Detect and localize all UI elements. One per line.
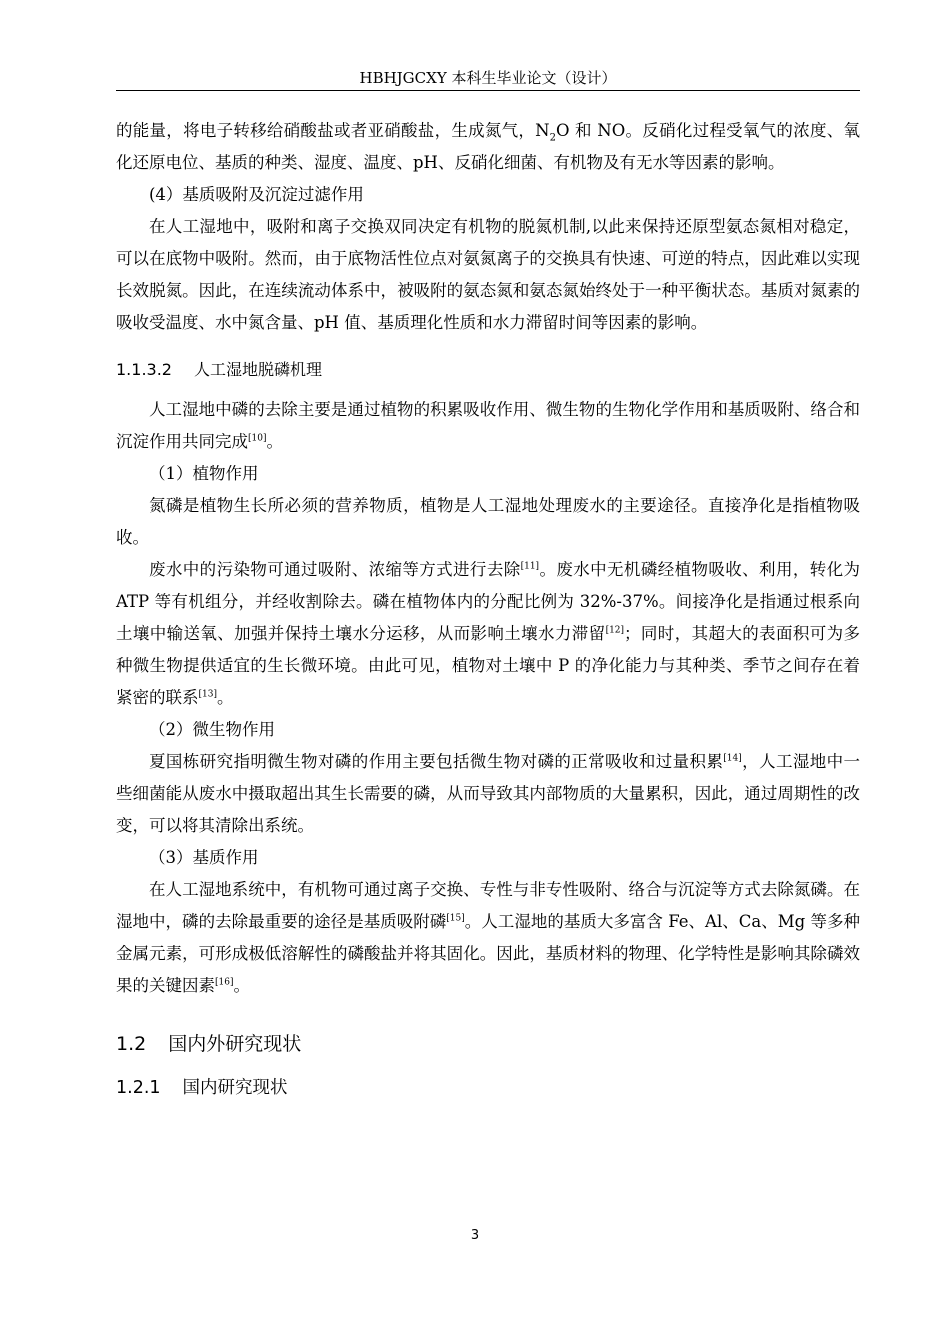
citation: [14] <box>723 753 742 764</box>
section-heading-1-2-1: 1.2.1 国内研究现状 <box>116 1078 288 1098</box>
citation: [12] <box>605 625 625 636</box>
paragraph-adsorption: 在人工湿地中，吸附和离子交换双同决定有机物的脱氮机制,以此来保持还原型氨态氮相对稳定，可以在底物中吸附。然而，由于底物活性位点对氨氮离子的交换具有快速、可逆的特点，因此难以实现长效脱氮。因此，在连续流动体系中，被吸附的氨态氮和氨态氮始终处于一种平衡状态。基质对氮素的吸收受温度、水中氮含量、pH 值、基质理化性质和水力滞留时间等因素的影响。 <box>116 217 860 332</box>
citation: [15] <box>446 913 465 924</box>
section-heading-1-1-3-2: 1.1.3.2 人工湿地脱磷机理 <box>116 360 322 379</box>
citation: [16] <box>215 977 234 988</box>
header-rule <box>116 90 860 91</box>
paragraph-substrate: 在人工湿地系统中，有机物可通过离子交换、专性与非专性吸附、络合与沉淀等方式去除氮磷。在湿地中，磷的去除最重要的途径是基质吸附磷[15]。人工湿地的基质大多富含 Fe、Al、Ca、Mg 等多种金属元素，可形成极低溶解性的磷酸盐并将其固化。因此，基质材料的物理、化学特性是影响其除磷效果的关键因素[16]。 <box>116 880 860 995</box>
paragraph-denitrification: 的能量，将电子转移给硝酸盐或者亚硝酸盐，生成氮气，$N_2O$ 和 NO。反硝化过程受氧气的浓度、氧化还原电位、基质的种类、湿度、温度、pH、反硝化细菌、有机物及有无水等因素的影响。 <box>116 121 861 172</box>
item-substrate-adsorption: (4）基质吸附及沉淀过滤作用 <box>149 185 364 204</box>
paragraph-microbe: 夏国栋研究指明微生物对磷的作用主要包括微生物对磷的正常吸收和过量积累[14]，人工湿地中一些细菌能从废水中摄取超出其生长需要的磷，从而导致其内部物质的大量累积，因此，通过周期性的改变，可以将其清除出系统。 <box>116 752 860 835</box>
paragraph-plant-nutrients: 氮磷是植物生长所必须的营养物质，植物是人工湿地处理废水的主要途径。直接净化是指植物吸收。 <box>116 496 860 547</box>
item-plant-effect: （1）植物作用 <box>149 464 259 483</box>
page-number: 3 <box>470 1228 480 1243</box>
section-heading-1-2: 1.2 国内外研究现状 <box>116 1033 302 1055</box>
citation: [10] <box>248 433 267 444</box>
page-header: HBHJGCXY 本科生毕业论文（设计） <box>359 69 617 87</box>
paragraph-plant-absorption: 废水中的污染物可通过吸附、浓缩等方式进行去除[11]。废水中无机磷经植物吸收、利用，转化为 ATP 等有机组分，并经收割除去。磷在植物体内的分配比例为 32%-37%。间接净化是指通过根系向土壤中输送氧、加强并保持土壤水分运移，从而影响土壤水力滞留[12]；同时，其超大的表面积可为多种微生物提供适宜的生长微环境。由此可见，植物对土壤中 P 的净化能力与其种类、季节之间存在着紧密的联系[13]。 <box>116 560 861 707</box>
body-text <box>116 115 860 1104</box>
item-microbe-effect: （2）微生物作用 <box>149 720 275 739</box>
citation: [11] <box>520 561 540 572</box>
paragraph-phosphorus-intro: 人工湿地中磷的去除主要是通过植物的积累吸收作用、微生物的生物化学作用和基质吸附、络合和沉淀作用共同完成[10]。 <box>116 400 860 451</box>
citation: [13] <box>198 689 217 700</box>
item-substrate-effect: （3）基质作用 <box>149 848 259 867</box>
